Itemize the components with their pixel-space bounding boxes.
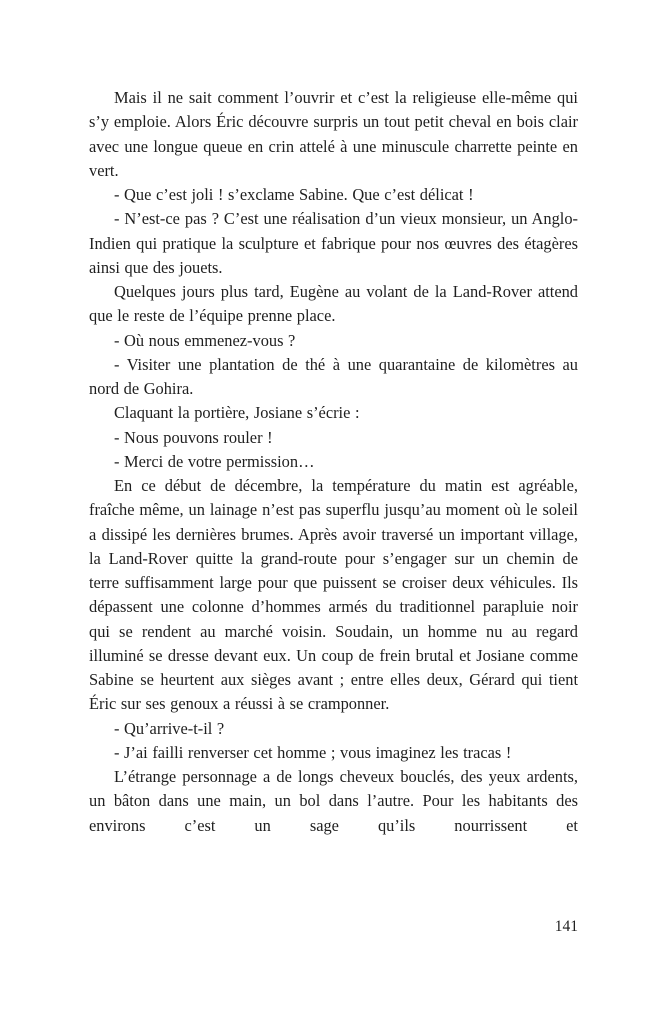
paragraph: Claquant la portière, Josiane s’écrie :: [114, 403, 360, 423]
paragraph: - Merci de votre permission…: [114, 451, 315, 471]
paragraph: Quelques jours plus tard, Eugène au volant de la Land-Rover attend que le reste de l’équipe prenne place.: [89, 282, 578, 326]
paragraph: - Nous pouvons rouler !: [114, 427, 273, 447]
paragraph: - Où nous emmenez-vous ?: [114, 330, 296, 350]
paragraph: - Visiter une plantation de thé à une quarantaine de kilomètres au nord de Gohira.: [89, 354, 578, 398]
paragraph: - Que c’est joli ! s’exclame Sabine. Que c’est délicat !: [114, 185, 474, 204]
paragraph: L’étrange personnage a de longs cheveux bouclés, des yeux ardents, un bâton dans une main, un bol dans l’autre. Pour les habitants des environs c’est un sage qu’ils nourrissent et: [89, 767, 578, 835]
paragraph: Mais il ne sait comment l’ouvrir et c’est la religieuse elle-même qui s’y emploie. Alors Éric découvre surpris un tout petit cheval en bois clair avec une longue queue en crin attelé à une minuscule charrette peinte en vert.: [89, 88, 578, 180]
paragraph: - J’ai failli renverser cet homme ; vous imaginez les tracas !: [114, 742, 512, 762]
paragraph: - Qu’arrive-t-il ?: [114, 718, 225, 738]
paragraph: En ce début de décembre, la température du matin est agréable, fraîche même, un lainage n’est pas superflu jusqu’au moment où le soleil a dissipé les dernières brumes. Après avoir traversé un important village, la Land-Rover quitte la grand-route pour s’engager sur un chemin de terre suffisamment large pour que puissent se croiser deux véhicules. Ils dépassent une colonne d’hommes armés du traditionnel parapluie noir qui se rendent au marché voisin. Soudain, un homme nu au regard illuminé se dresse devant eux. Un coup de frein brutal et Josiane comme Sabine se heurtent aux sièges avant ; entre elles deux, Gérard qui tient Éric sur ses genoux a réussi à se cramponner.: [89, 476, 578, 714]
page-text: [89, 86, 578, 838]
page-number: 141: [554, 918, 578, 935]
paragraph: - N’est-ce pas ? C’est une réalisation d’un vieux monsieur, un Anglo-Indien qui pratique la sculpture et fabrique pour nos œuvres des étagères ainsi que des jouets.: [89, 209, 578, 277]
